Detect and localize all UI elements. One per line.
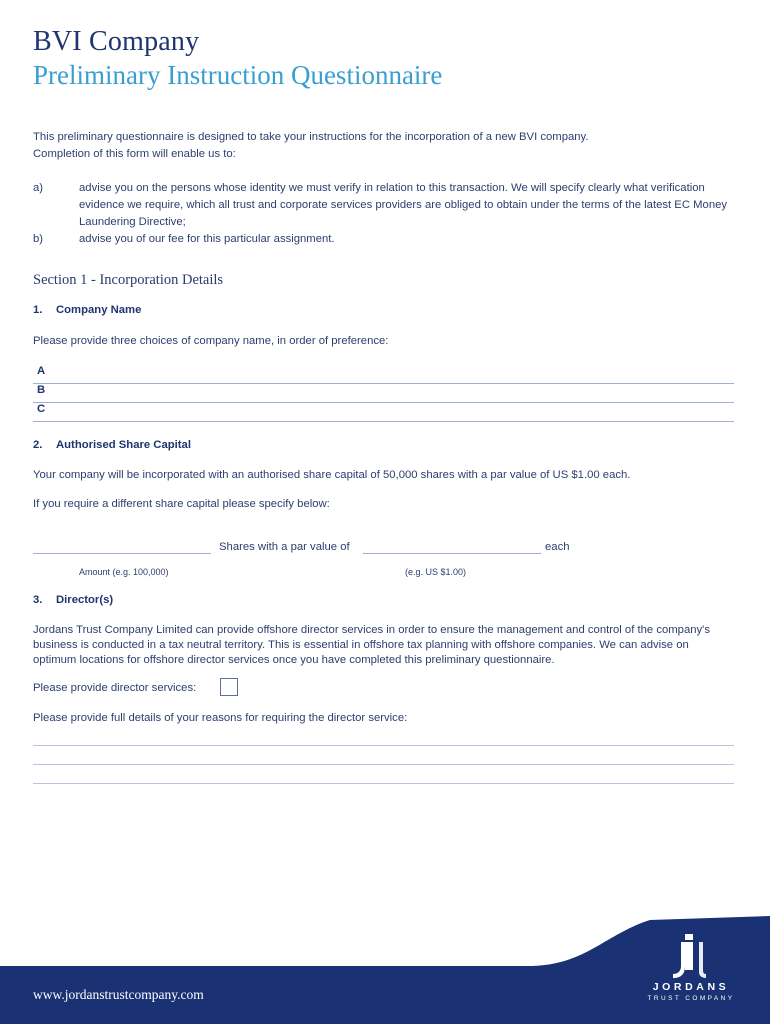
shares-par-value-text: Shares with a par value of	[219, 541, 350, 553]
heading-number: 3.	[33, 594, 43, 606]
amount-caption: Amount (e.g. 100,000)	[79, 567, 169, 577]
director-reasons-line-2[interactable]	[33, 764, 734, 765]
logo-subtitle: TRUST COMPANY	[647, 995, 735, 1002]
jordans-logo-icon	[672, 934, 708, 978]
director-services-checkbox[interactable]	[220, 678, 238, 696]
document-subtitle: Preliminary Instruction Questionnaire	[33, 60, 443, 90]
heading-text: Director(s)	[56, 594, 114, 606]
document-title: BVI Company	[33, 26, 200, 57]
heading-text: Authorised Share Capital	[56, 439, 191, 451]
share-capital-heading	[33, 439, 191, 451]
company-name-choice-b[interactable]	[33, 383, 734, 403]
share-capital-statement: Your company will be incorporated with an authorised share capital of 50,000 shares with a par value of US $1.00 each.	[33, 469, 631, 481]
company-name-choice-c[interactable]	[33, 402, 734, 422]
director-reasons-line-1[interactable]	[33, 745, 734, 746]
list-item-label: a)	[33, 182, 44, 194]
director-reasons-label: Please provide full details of your reasons for requiring the director service:	[33, 712, 408, 724]
company-name-instruction: Please provide three choices of company name, in order of preference:	[33, 335, 389, 347]
choice-label: B	[37, 384, 46, 396]
heading-number: 1.	[33, 304, 43, 316]
footer-band	[0, 916, 770, 1024]
choice-label: A	[37, 365, 46, 377]
choice-label: C	[37, 403, 46, 415]
list-item-text: advise you on the persons whose identity we must verify in relation to this transaction. We will specify clearly what verification evidence we require, which all trust and corporate services providers are obliged to obtain under the terms of the latest EC Money Laundering Directive;	[79, 182, 728, 228]
intro-line-1: This preliminary questionnaire is designed to take your instructions for the incorporation of a new BVI company.	[33, 131, 589, 143]
directors-heading	[33, 594, 113, 606]
footer-website-link[interactable]: www.jordanstrustcompany.com	[33, 987, 204, 1002]
directors-description: Jordans Trust Company Limited can provide offshore director services in order to ensure the management and control of the company's business is conducted in a tax neutral territory. This is essential in offshore tax planning with offshore companies. We can advise on optimum locations for offshore director services once you have completed this preliminary questionnaire.	[33, 624, 710, 666]
par-value-caption: (e.g. US $1.00)	[405, 567, 467, 577]
logo-wordmark: JORDANS	[652, 981, 730, 993]
director-services-label: Please provide director services:	[33, 682, 197, 694]
director-reasons-line-3[interactable]	[33, 783, 734, 784]
list-item-text: advise you of our fee for this particular assignment.	[79, 233, 335, 245]
share-amount-field[interactable]	[33, 541, 211, 554]
par-value-field[interactable]	[363, 541, 541, 554]
heading-number: 2.	[33, 439, 43, 451]
list-item-label: b)	[33, 233, 44, 245]
company-name-choice-a[interactable]	[33, 364, 734, 384]
each-text: each	[545, 541, 570, 553]
intro-line-2: Completion of this form will enable us to:	[33, 148, 236, 160]
share-capital-instruction: If you require a different share capital please specify below:	[33, 498, 330, 510]
heading-text: Company Name	[56, 304, 142, 316]
intro-paragraph	[33, 129, 733, 163]
section-1-heading: Section 1 - Incorporation Details	[33, 272, 224, 288]
company-name-heading	[33, 304, 141, 316]
